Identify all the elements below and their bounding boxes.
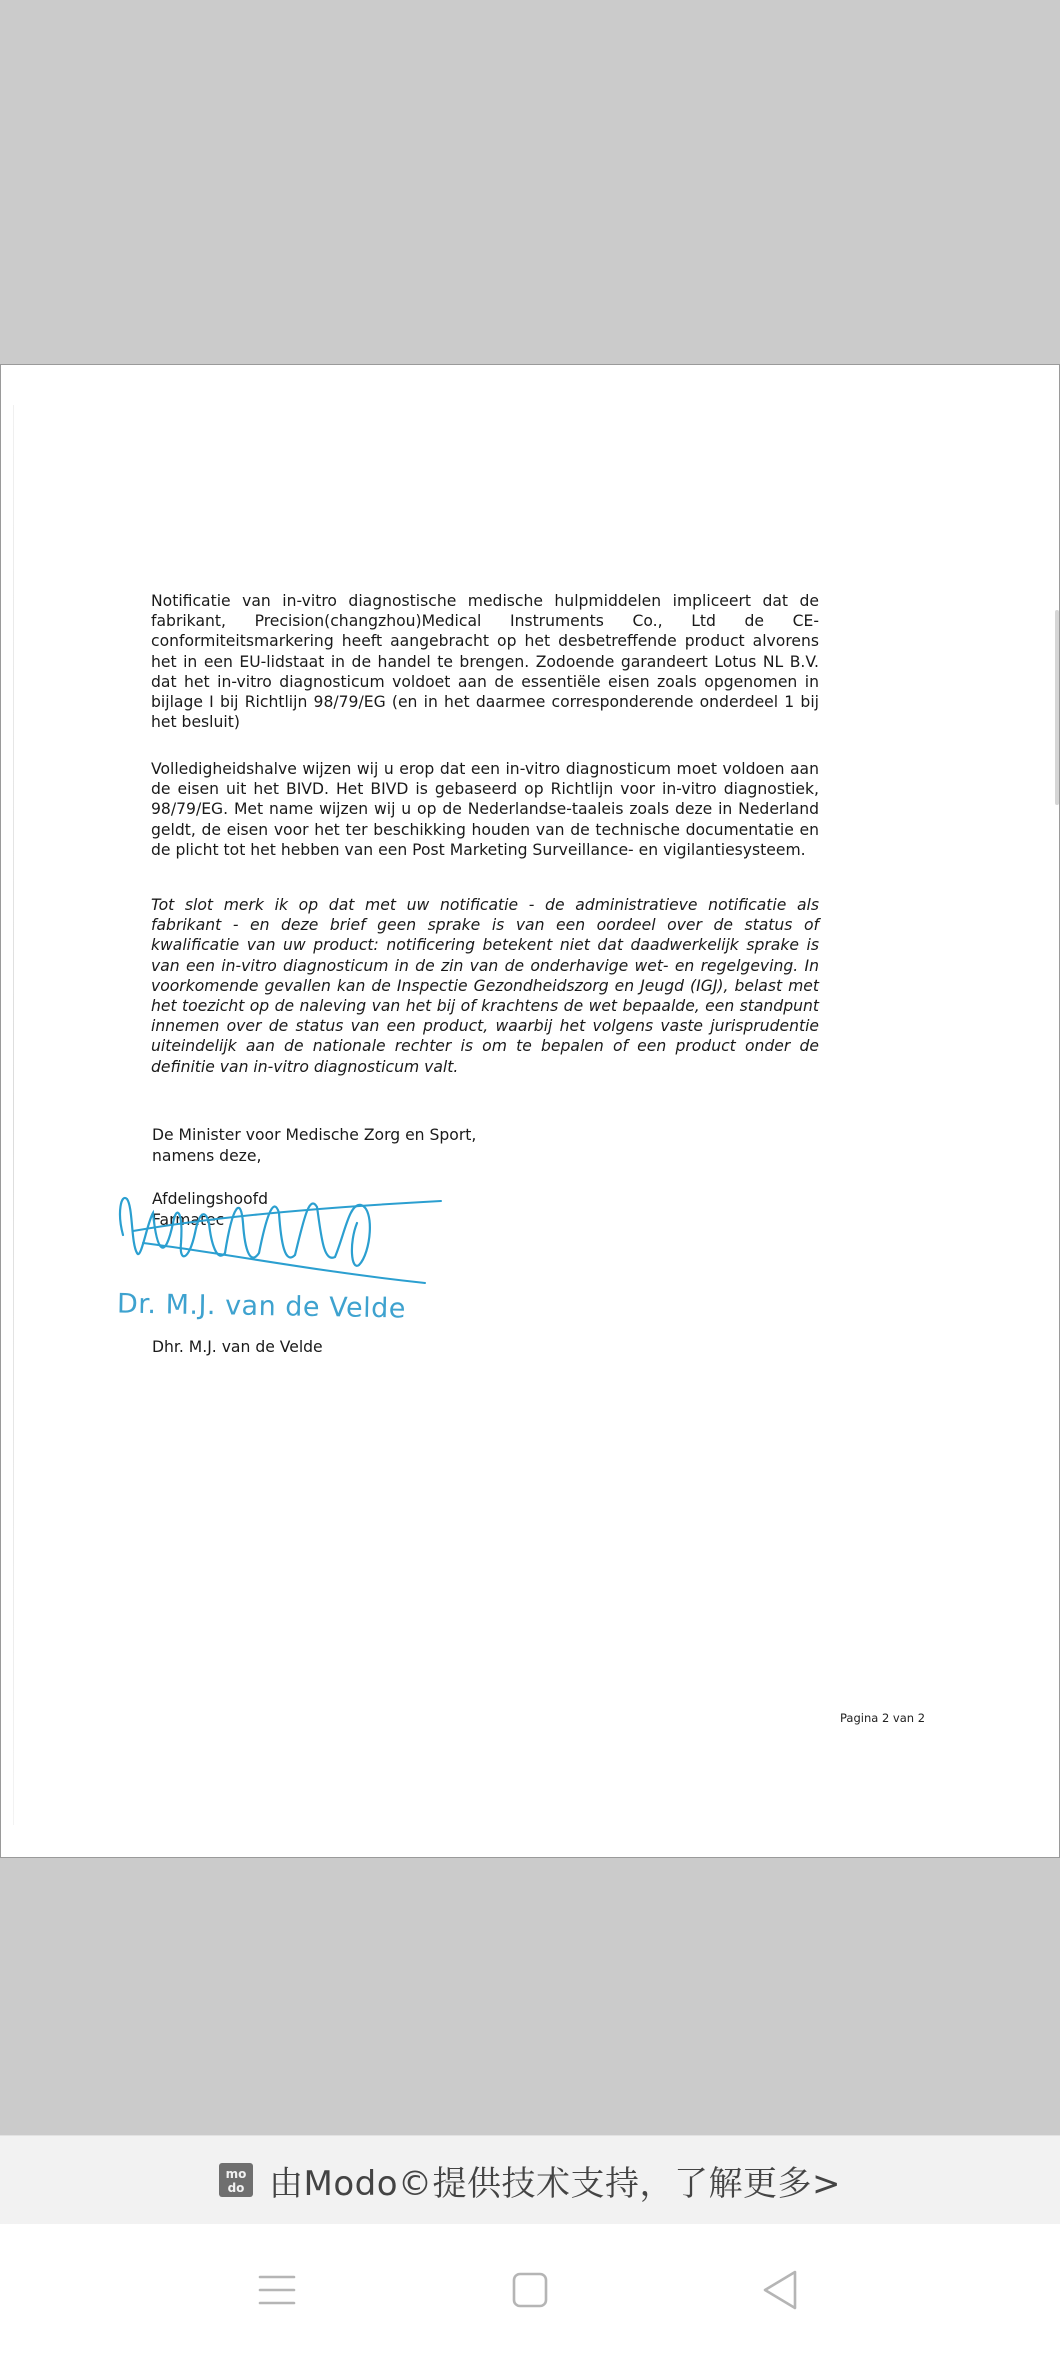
closing-on-behalf: namens deze, bbox=[152, 1147, 262, 1165]
menu-icon bbox=[257, 2273, 297, 2307]
nav-home-button[interactable] bbox=[500, 2260, 560, 2320]
paragraph-completeness bbox=[151, 759, 819, 860]
department-head: Afdelingshoofd bbox=[152, 1190, 269, 1208]
scan-edge-line bbox=[13, 405, 14, 1825]
paragraph-notification bbox=[151, 591, 819, 732]
signer-name: Dhr. M.J. van de Velde bbox=[152, 1338, 323, 1356]
paragraph-2-text: Volledigheidshalve wijzen wij u erop dat een in-vitro diagnosticum moet voldoen aan de eisen uit het BIVD. Het BIVD is gebaseerd op Richtlijn voor in-vitro diagnostiek, 98/79/EG. Met name wijzen wij u op de Nederlandse-taaleis zoals deze in Nederland geldt, de eisen voor het ter beschikking houden van de technische documentatie en de plicht tot het hebben van een Post Marketing Surveillance- en vigilantiesysteem. bbox=[151, 760, 819, 859]
svg-text:do: do bbox=[227, 2181, 245, 2195]
nav-menu-button[interactable] bbox=[247, 2260, 307, 2320]
page-number: Pagina 2 van 2 bbox=[840, 1711, 926, 1725]
closing-block bbox=[152, 1125, 476, 1167]
system-navigation-bar bbox=[0, 2224, 1060, 2355]
paragraph-1-text: Notificatie van in-vitro diagnostische medische hulpmiddelen impliceert dat de fabrikant, Precision(changzhou)Medical Instruments Co., Ltd de CE-conformiteitsmarkering heeft aangebracht op het desbetreffende product alvorens het in een EU-lidstaat in de handel te brengen. Zodoende garandeert Lotus NL B.V. dat het in-vitro diagnosticum voldoet aan de essentiële eisen zoals opgenomen in bijlage I bij Richtlijn 98/79/EG (en in het daarmee corresponderende onderdeel 1 bij het besluit) bbox=[151, 592, 819, 732]
document-page[interactable] bbox=[0, 364, 1060, 1858]
scrollbar-thumb[interactable] bbox=[1055, 610, 1059, 805]
paragraph-closing-remark bbox=[151, 895, 819, 1077]
closing-minister: De Minister voor Medische Zorg en Sport, bbox=[152, 1126, 477, 1144]
stamp-name: Dr. M.J. van de Velde bbox=[116, 1288, 407, 1325]
svg-text:mo: mo bbox=[225, 2167, 247, 2181]
triangle-back-icon bbox=[759, 2268, 801, 2312]
modo-support-banner[interactable] bbox=[0, 2135, 1060, 2224]
nav-back-button[interactable] bbox=[750, 2260, 810, 2320]
modo-logo-icon bbox=[219, 2163, 253, 2197]
paragraph-3-text: Tot slot merk ik op dat met uw notificatie - de administratieve notificatie als fabrikant - en deze brief geen sprake is van een oordeel over de status of kwalificatie van uw product: notificering betekent niet dat daadwerkelijk sprake is van een in-vitro diagnosticum in de zin van de onderhavige wet- en regelgeving. In voorkomende gevallen kan de Inspectie Gezondheidszorg en Jeugd (IGJ), belast met het toezicht op de naleving van het bij of krachtens de wet bepaalde, een standpunt innemen over de status van een product, waarbij het volgens vaste jurisprudentie uiteindelijk aan de nationale rechter is om te bepalen of een product onder de definitie van in-vitro diagnosticum valt. bbox=[151, 896, 819, 1076]
banner-text: 由Modo©提供技术支持，了解更多> bbox=[268, 2163, 841, 2204]
department-name: Farmatec bbox=[152, 1211, 225, 1229]
square-home-icon bbox=[510, 2270, 550, 2310]
handwritten-signature bbox=[113, 1183, 453, 1293]
